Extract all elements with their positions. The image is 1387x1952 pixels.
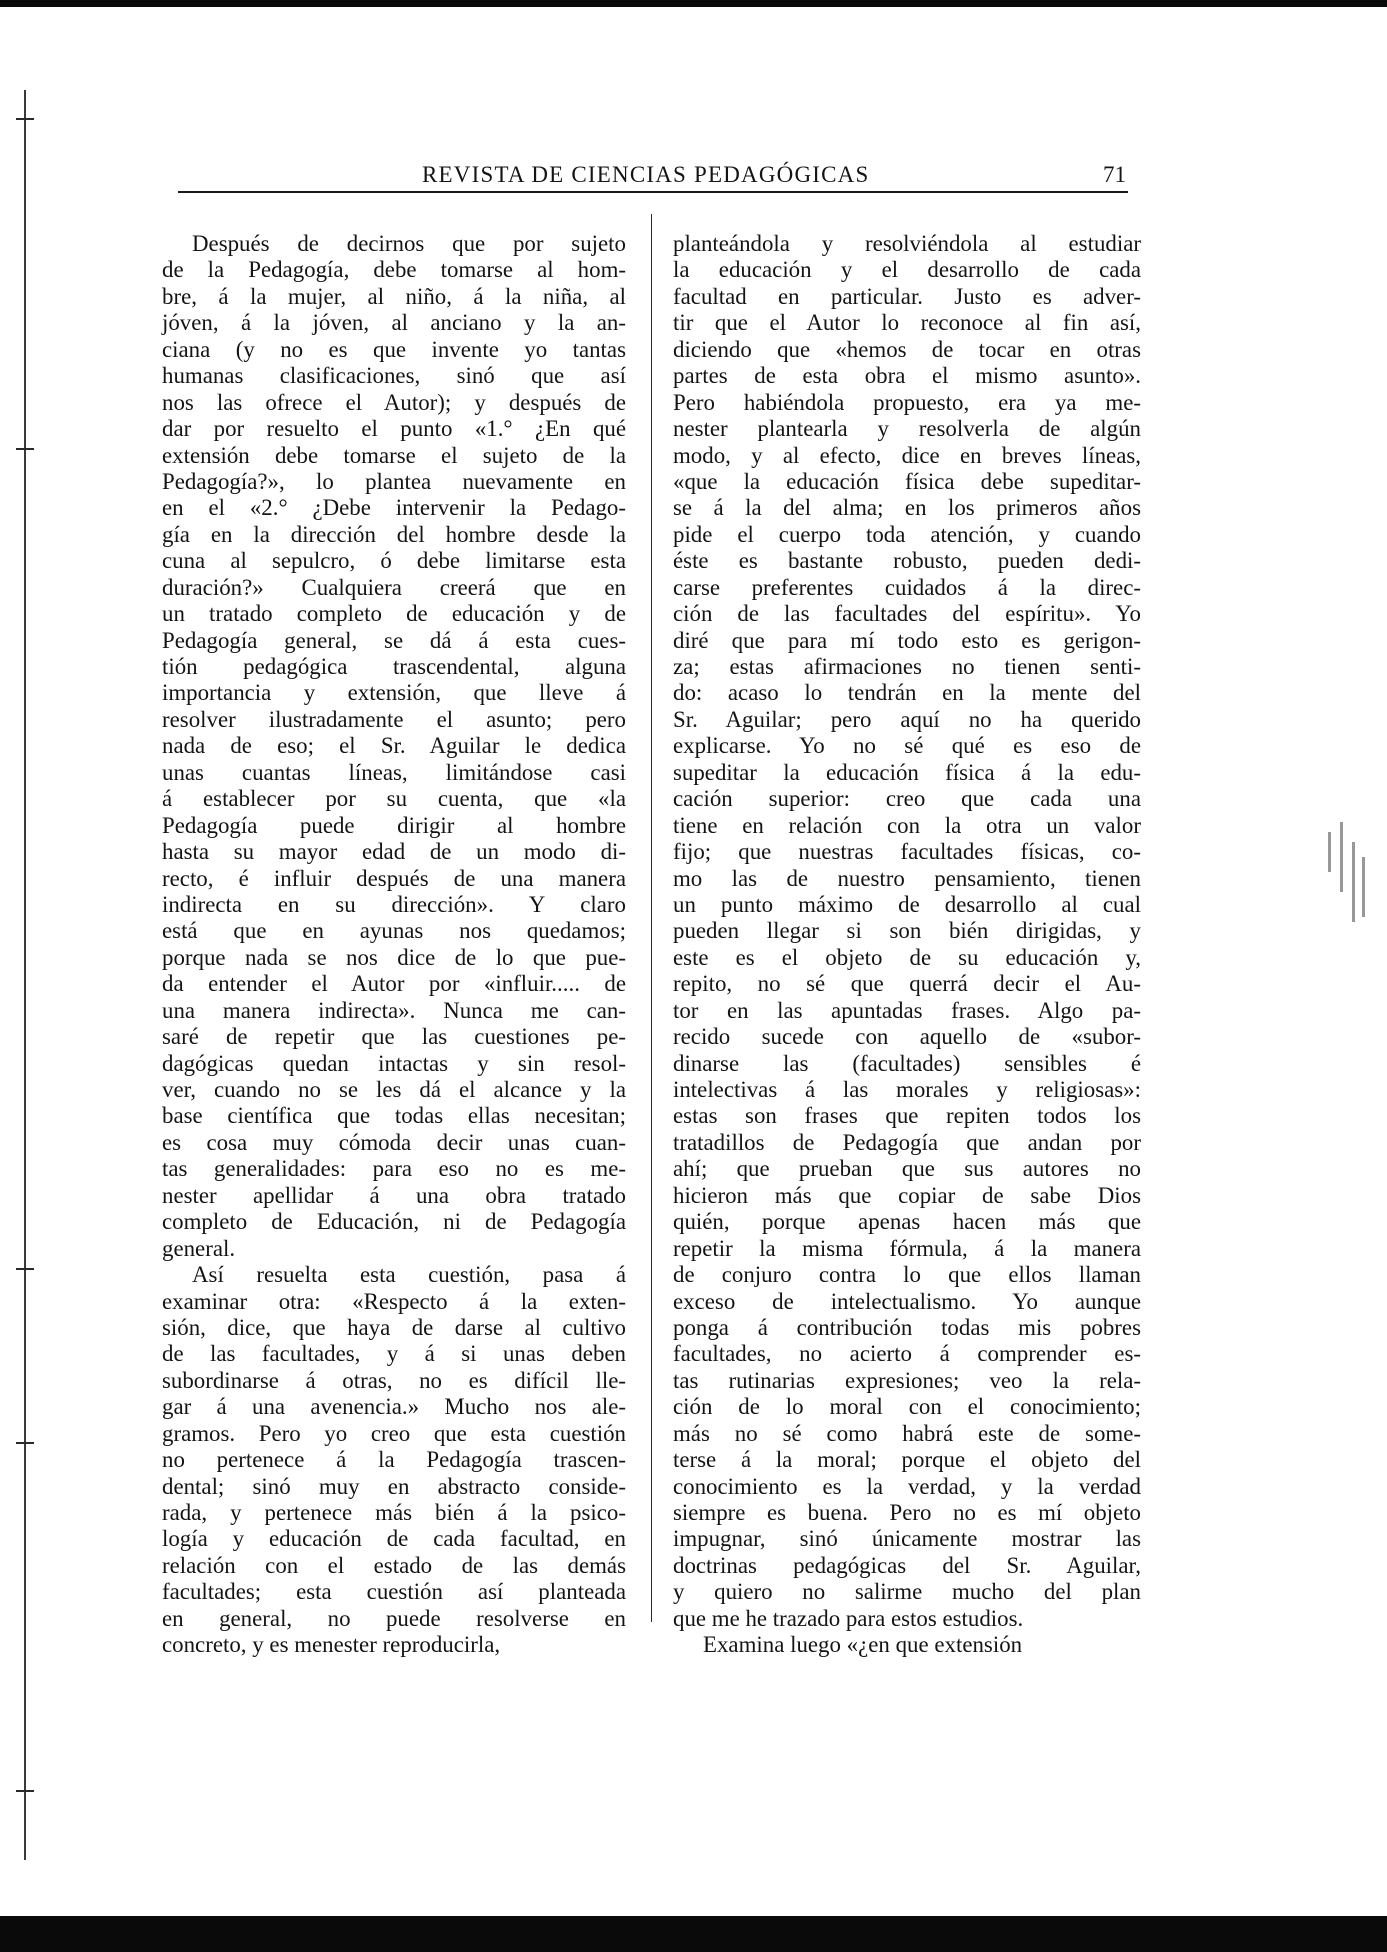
column-divider (651, 214, 652, 1622)
text-line: de las facultades, y á si unas deben (162, 1341, 626, 1367)
text-line: do: acaso lo tendrán en la mente del (673, 680, 1141, 706)
text-line: dinarse las (facultades) sensibles é (673, 1050, 1141, 1076)
binding-mark (16, 448, 34, 450)
scan-edge-top (0, 0, 1387, 7)
text-line: éste es bastante robusto, pueden dedi- (673, 548, 1141, 574)
text-line: partes de esta obra el mismo asunto». (673, 363, 1141, 389)
text-line: es cosa muy cómoda decir unas cuan- (162, 1129, 626, 1155)
text-line: nester plantearla y resolverla de algún (673, 416, 1141, 442)
text-line: completo de Educación, ni de Pedagogía (162, 1209, 626, 1235)
binding-line (24, 90, 26, 1860)
text-line: facultades; esta cuestión así planteada (162, 1579, 626, 1605)
text-line: terse á la moral; porque el objeto del (673, 1447, 1141, 1473)
text-line: fijo; que nuestras facultades físicas, co- (673, 839, 1141, 865)
text-line: duración?» Cualquiera creerá que en (162, 574, 626, 600)
text-line: nester apellidar á una obra tratado (162, 1182, 626, 1208)
text-line: bre, á la mujer, al niño, á la niña, al (162, 283, 626, 309)
text-line: facultades, no acierto á comprender es- (673, 1341, 1141, 1367)
text-line: hasta su mayor edad de un modo di- (162, 839, 626, 865)
text-line: á establecer por su cuenta, que «la (162, 786, 626, 812)
text-line: en el «2.° ¿Debe intervenir la Pedago- (162, 495, 626, 521)
text-line: conocimiento es la verdad, y la verdad (673, 1473, 1141, 1499)
text-line: tión pedagógica trascendental, alguna (162, 654, 626, 679)
journal-title: REVISTA DE CIENCIAS PEDAGÓGICAS (422, 162, 870, 187)
text-line: gía en la dirección del hombre desde la (162, 521, 626, 547)
text-line: intelectivas á las morales y religiosas»: (673, 1077, 1141, 1102)
text-line: indirecta en su dirección». Y claro (162, 891, 626, 917)
text-line: tor en las apuntadas frases. Algo pa- (673, 997, 1141, 1023)
text-line: ponga á contribución todas mis pobres (673, 1314, 1141, 1340)
text-line: saré de repetir que las cuestiones pe- (162, 1024, 626, 1050)
text-line: doctrinas pedagógicas del Sr. Aguilar, (673, 1552, 1141, 1578)
text-line: ciana (y no es que invente yo tantas (162, 336, 626, 362)
text-line: rada, y pertenece más bién á la psico- (162, 1500, 626, 1525)
text-line: resolver ilustradamente el asunto; pero (162, 706, 626, 732)
binding-mark (16, 1790, 34, 1792)
text-line: gramos. Pero yo creo que esta cuestión (162, 1420, 626, 1446)
text-line: un tratado completo de educación y de (162, 601, 626, 627)
text-line: nada de eso; el Sr. Aguilar le dedica (162, 733, 626, 759)
binding-mark (16, 1442, 34, 1444)
text-line: impugnar, sinó únicamente mostrar las (673, 1526, 1141, 1552)
binding-mark (16, 118, 34, 120)
text-line: importancia y extensión, que lleve á (162, 680, 626, 706)
text-line: Pedagogía?», lo plantea nuevamente en (162, 468, 626, 494)
text-line: explicarse. Yo no sé qué es eso de (673, 733, 1141, 759)
text-line: carse preferentes cuidados á la direc- (673, 574, 1141, 600)
text-line: subordinarse á otras, no es difícil lle- (162, 1367, 626, 1393)
text-line: tas rutinarias expresiones; veo la rela- (673, 1367, 1141, 1393)
text-line: Sr. Aguilar; pero aquí no ha querido (673, 706, 1141, 732)
text-line: logía y educación de cada facultad, en (162, 1526, 626, 1552)
text-line: Pero habiéndola propuesto, era ya me- (673, 389, 1141, 415)
text-line: extensión debe tomarse el sujeto de la (162, 442, 626, 468)
text-line: cación superior: creo que cada una (673, 786, 1141, 812)
text-line: pide el cuerpo toda atención, y cuando (673, 521, 1141, 547)
text-line: ahí; que prueban que sus autores no (673, 1156, 1141, 1182)
text-line: cuna al sepulcro, ó debe limitarse esta (162, 548, 626, 574)
text-line: planteándola y resolviéndola al estudiar (673, 231, 1141, 256)
text-line: tratadillos de Pedagogía que andan por (673, 1129, 1141, 1155)
text-line: de conjuro contra lo que ellos llaman (673, 1262, 1141, 1288)
text-line: «que la educación física debe supeditar- (673, 468, 1141, 494)
text-line: este es el objeto de su educación y, (673, 944, 1141, 970)
text-line: nos las ofrece el Autor); y después de (162, 389, 626, 415)
text-line: ción de lo moral con el conocimiento; (673, 1394, 1141, 1420)
text-line: repito, no sé que querrá decir el Au- (673, 971, 1141, 997)
text-line: que me he trazado para estos estudios. (673, 1605, 1024, 1631)
text-line: Después de decirnos que por sujeto (192, 231, 626, 256)
text-line: tir que el Autor lo reconoce al fin así, (673, 310, 1141, 336)
text-line: facultad en particular. Justo es adver- (673, 283, 1141, 309)
text-line: la educación y el desarrollo de cada (673, 257, 1141, 283)
left-column (162, 231, 626, 1659)
text-line: Pedagogía puede dirigir al hombre (162, 812, 626, 838)
text-line: Pedagogía general, se dá á esta cues- (162, 627, 626, 653)
header-rule (178, 191, 1128, 193)
text-line: base científica que todas ellas necesitan; (162, 1103, 626, 1129)
text-line: quién, porque apenas hacen más que (673, 1209, 1141, 1235)
text-line: za; estas afirmaciones no tienen senti- (673, 654, 1141, 679)
text-line: dental; sinó muy en abstracto conside- (162, 1473, 626, 1499)
text-line: de la Pedagogía, debe tomarse al hom- (162, 257, 626, 283)
text-line: exceso de intelectualismo. Yo aunque (673, 1288, 1141, 1314)
right-column (673, 231, 1141, 1659)
text-line: no pertenece á la Pedagogía trascen- (162, 1447, 626, 1473)
text-line: ver, cuando no se les dá el alcance y la (162, 1077, 626, 1102)
text-line: dagógicas quedan intactas y sin resol- (162, 1050, 626, 1076)
text-line: y quiero no salirme mucho del plan (673, 1579, 1141, 1605)
text-line: general. (162, 1235, 236, 1261)
page-number: 71 (1103, 162, 1126, 187)
text-line: sión, dice, que haya de darse al cultivo (162, 1314, 626, 1340)
text-line: supeditar la educación física á la edu- (673, 759, 1141, 785)
text-line: jóven, á la jóven, al anciano y la an- (162, 310, 626, 336)
text-line: tiene en relación con la otra un valor (673, 812, 1141, 838)
text-line: relación con el estado de las demás (162, 1552, 626, 1578)
text-line: se á la del alma; en los primeros años (673, 495, 1141, 521)
text-line: pueden llegar si son bién dirigidas, y (673, 918, 1141, 944)
text-line: un punto máximo de desarrollo al cual (673, 891, 1141, 917)
text-line: ción de las facultades del espíritu». Yo (673, 601, 1141, 627)
text-line: da entender el Autor por «influir..... de (162, 971, 626, 997)
text-line: mo las de nuestro pensamiento, tienen (673, 865, 1141, 891)
margin-scan-artifact (1322, 822, 1368, 932)
text-line: concreto, y es menester reproducirla, (162, 1632, 501, 1658)
text-line: está que en ayunas nos quedamos; (162, 918, 626, 944)
text-line: diciendo que «hemos de tocar en otras (673, 336, 1141, 362)
text-line: repetir la misma fórmula, á la manera (673, 1235, 1141, 1261)
text-line: hicieron más que copiar de sabe Dios (673, 1182, 1141, 1208)
text-line: tas generalidades: para eso no es me- (162, 1156, 626, 1182)
binding-mark (16, 1268, 34, 1270)
running-head (178, 160, 1126, 194)
text-line: modo, y al efecto, dice en breves líneas, (673, 442, 1141, 468)
text-line: estas son frases que repiten todos los (673, 1103, 1141, 1129)
text-line: Examina luego «¿en que extensión (703, 1632, 1023, 1658)
text-line: siempre es buena. Pero no es mí objeto (673, 1500, 1141, 1525)
text-line: una manera indirecta». Nunca me can- (162, 997, 626, 1023)
text-line: en general, no puede resolverse en (162, 1605, 626, 1631)
text-line: unas cuantas líneas, limitándose casi (162, 759, 626, 785)
text-line: examinar otra: «Respecto á la exten- (162, 1288, 626, 1314)
text-line: recido sucede con aquello de «subor- (673, 1024, 1141, 1050)
text-line: dar por resuelto el punto «1.° ¿En qué (162, 416, 626, 442)
text-line: Así resuelta esta cuestión, pasa á (192, 1262, 626, 1288)
text-line: diré que para mí todo esto es gerigon- (673, 627, 1141, 653)
scan-edge-bottom (0, 1916, 1387, 1952)
text-line: gar á una avenencia.» Mucho nos ale- (162, 1394, 626, 1420)
text-line: recto, é influir después de una manera (162, 865, 626, 891)
text-line: humanas clasificaciones, sinó que así (162, 363, 626, 389)
text-line: porque nada se nos dice de lo que pue- (162, 944, 626, 970)
text-line: más no sé como habrá este de some- (673, 1420, 1141, 1446)
